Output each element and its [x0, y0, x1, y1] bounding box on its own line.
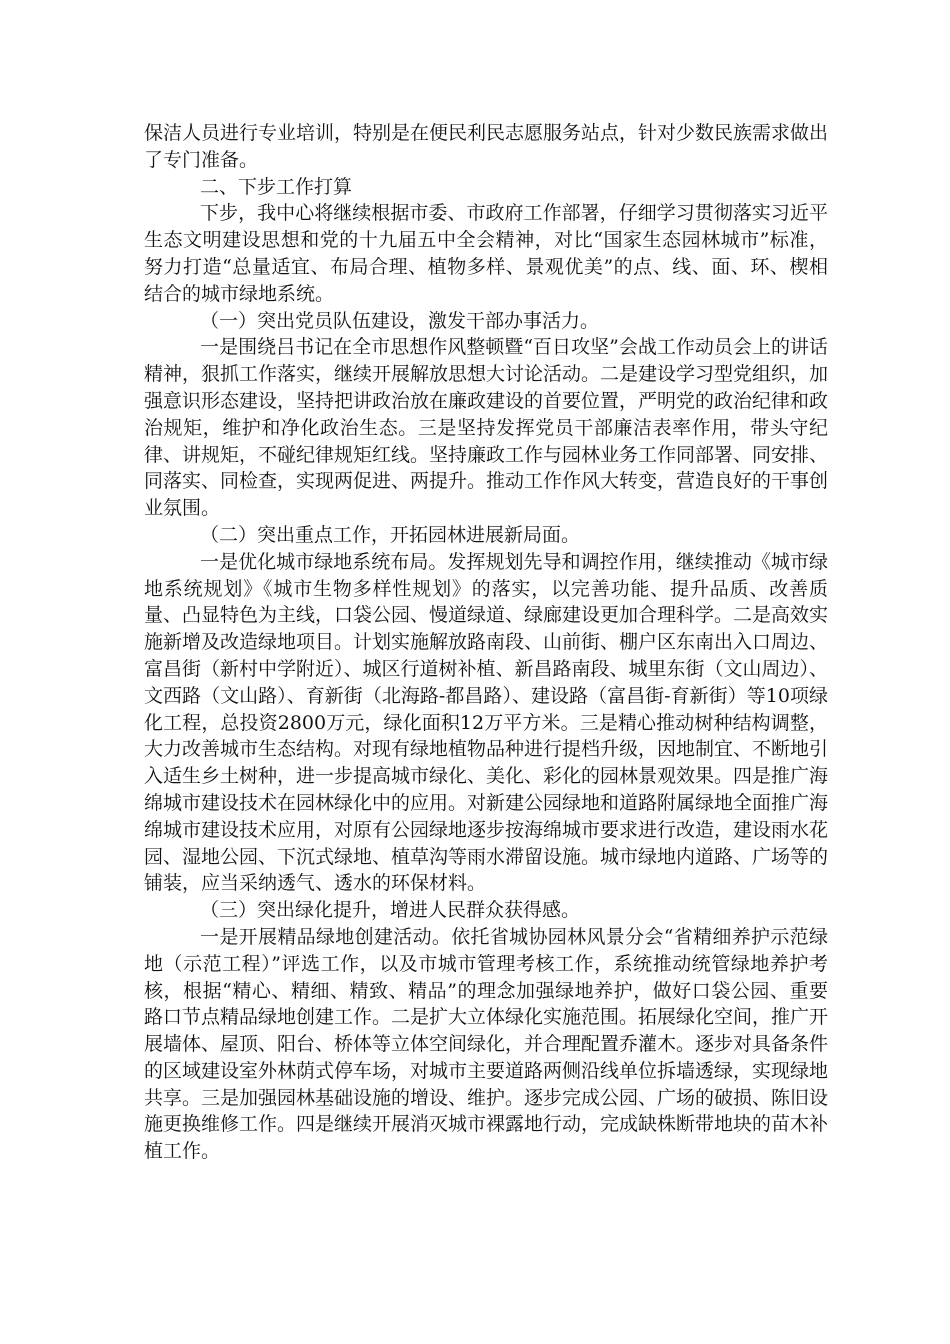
- subheading-party-building: （一）突出党员队伍建设，激发干部办事活力。: [200, 309, 600, 332]
- subheading-key-work: （二）突出重点工作，开拓园林进展新局面。: [200, 523, 581, 546]
- subheading-greening: （三）突出绿化提升，增进人民群众获得感。: [200, 899, 581, 922]
- paragraph-greening: 一是开展精品绿地创建活动。依托省城协园林风景分会“省精细养护示范绿地（示范工程）”评选工作，以及市城市管理考核工作，系统推动统管绿地养护考核，根据“精心、精细、精致、精品”的理念加强绿地养护，做好口袋公园、重要路口节点精品绿地创建工作。二是扩大立体绿化实施范围。拓展绿化空间，推广开展墙体、屋顶、阳台、桥体等立体空间绿化，并合理配置乔灌木。逐步对具备条件的区域建设室外林荫式停车场，对城市主要道路两侧沿线单位拆墙透绿，实现绿地共享。三是加强园林基础设施的增设、维护。逐步完成公园、广场的破损、陈旧设施更换维修工作。四是继续开展消灭城市裸露地行动，完成缺株断带地块的苗木补植工作。: [144, 925, 829, 1163]
- paragraph-party-building: 一是围绕吕书记在全市思想作风整顿暨“百日攻坚”会战工作动员会上的讲话精神，狠抓工作落实，继续开展解放思想大讨论活动。二是建设学习型党组织，加强意识形态建设，坚持把讲政治放在廉政建设的首要位置，严明党的政治纪律和政治规矩，维护和净化政治生态。三是坚持发挥党员干部廉洁表率作用，带头守纪律、讲规矩，不碰纪律规矩红线。坚持廉政工作与园林业务工作同部署、同安排、同落实、同检查，实现两促进、两提升。推动工作作风大转变，营造良好的干事创业氛围。: [144, 336, 829, 520]
- document-body: [144, 120, 828, 1165]
- paragraph-plan-intro: 下步，我中心将继续根据市委、市政府工作部署，仔细学习贯彻落实习近平生态文明建设思想和党的十九届五中全会精神，对比“国家生态园林城市”标准，努力打造“总量适宜、布局合理、植物多样、景观优美”的点、线、面、环、楔相结合的城市绿地系统。: [144, 202, 828, 305]
- section-heading-next-steps: 二、下步工作打算: [200, 175, 353, 198]
- paragraph-key-work: 一是优化城市绿地系统布局。发挥规划先导和调控作用，继续推动《城市绿地系统规划》《城市生物多样性规划》的落实，以完善功能、提升品质、改善质量、凸显特色为主线，口袋公园、慢道绿道、绿廊建设更加合理科学。二是高效实施新增及改造绿地项目。计划实施解放路南段、山前街、棚户区东南出入口周边、富昌街（新村中学附近）、城区行道树补植、新昌路南段、城里东街（文山周边）、文西路（文山路）、育新街（北海路-都昌路）、建设路（富昌街-育新街）等10项绿化工程，总投资2800万元，绿化面积12万平方米。三是精心推动树种结构调整，大力改善城市生态结构。对现有绿地植物品种进行提档升级，因地制宜、不断地引入适生乡土树种，进一步提高城市绿化、美化、彩化的园林景观效果。四是推广海绵城市建设技术在园林绿化中的应用。对新建公园绿地和道路附属绿地全面推广海绵城市建设技术应用，对原有公园绿地逐步按海绵城市要求进行改造，建设雨水花园、湿地公园、下沉式绿地、植草沟等雨水滞留设施。城市绿地内道路、广场等的铺装，应当采纳透气、透水的环保材料。: [144, 550, 829, 895]
- paragraph-1: 保洁人员进行专业培训，特别是在便民利民志愿服务站点，针对少数民族需求做出了专门准备。: [144, 122, 829, 171]
